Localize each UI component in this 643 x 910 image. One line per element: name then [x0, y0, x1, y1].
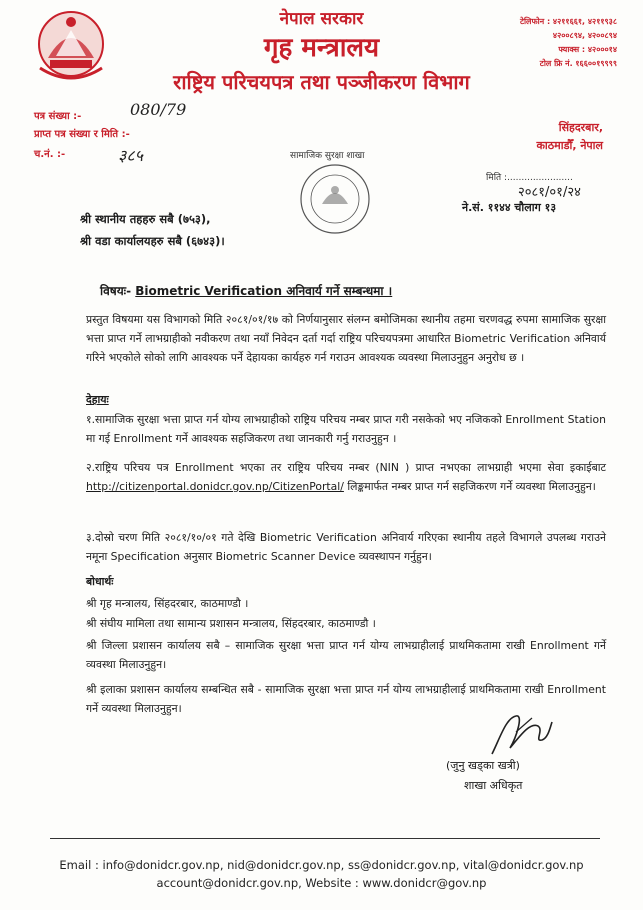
footer-emails: Email : info@donidcr.gov.np, nid@donidcr.gov.np, ss@donidcr.gov.np, vital@donidcr.gov.np	[59, 858, 584, 872]
item-2-text-a: २.राष्ट्रिय परिचय पत्र Enrollment भएका तर राष्ट्रिय परिचय नम्बर (NIN ) प्राप्त नभएका लाभग्राही भएमा सेवा इकाईबाट	[86, 461, 606, 474]
bodhartha-line-4: श्री इलाका प्रशासन कार्यालय सम्बन्धित सबै - सामाजिक सुरक्षा भत्ता प्राप्त गर्न योग्य लाभग्राहीलाई प्राथमिकतामा राखी Enrollment गर्ने व्यवस्था मिलाउनुहुन।	[86, 683, 606, 715]
bodhartha-heading: बोधार्थः	[86, 575, 114, 588]
date-label: मिति :.......................	[486, 173, 573, 183]
dehaya-heading: देहायः	[86, 393, 109, 406]
government-name: नेपाल सरकार	[279, 9, 364, 29]
item-3: ३.दोस्रो चरण मिति २०८१/१०/०१ गते देखि Biometric Verification अनिवार्य गरिएका स्थानीय तहले विभागले उपलब्ध गराउने नमूना Specification अनुसार Biometric Scanner Device व्यवस्थापन गर्नुहुन।	[86, 531, 606, 563]
signatory-name: (जुनु खड्का खत्री)	[446, 759, 520, 772]
ministry-name: गृह मन्त्रालय	[263, 33, 380, 63]
subject-label: विषयः-	[100, 284, 132, 298]
intro-paragraph: प्रस्तुत विषयमा यस विभागको मिति २०८१/०१/१७ को निर्णयानुसार संलग्न बमोजिमका स्थानीय तहमा चरणवद्ध रुपमा सामाजिक सुरक्षा भत्ता प्राप्त गर्ने लाभग्राहीको नवीकरण तथा नयाँ निवेदन दर्ता गर्दा राष्ट्रिय परिचयपत्रमा आधारित Biometric Verification अनिवार्य गरिने भएकोले सोको लागि आवश्यक पर्ने देहायका कार्यहरु गर्न गराउन आवश्यक व्यवस्था मिलाउनुहुन अनुरोध छ ।	[86, 313, 606, 364]
chalani-value: ३८५	[118, 146, 143, 165]
nepal-sambat-date: ने.सं. ११४४ चौलाग १३	[462, 201, 557, 214]
signature-icon	[486, 708, 556, 760]
department-name: राष्ट्रिय परिचयपत्र तथा पञ्जीकरण विभाग	[173, 70, 470, 94]
subject-text: Biometric Verification अनिवार्य गर्ने सम्बन्धमा ।	[135, 284, 393, 298]
contact-phone-1: टेलिफोन : ४२११६६१, ४२११९३८	[519, 17, 617, 26]
contact-phone-2: ४२००८९४, ४२००८९४	[552, 31, 617, 40]
date-value: २०८१/०१/२४	[518, 185, 581, 200]
item-2	[86, 458, 606, 496]
received-letter-label: प्राप्त पत्र संख्या र मिति :-	[34, 129, 130, 140]
patra-sankhya-value: 080/79	[130, 100, 187, 119]
contact-fax: फ्याक्स : ४२०००१४	[558, 45, 617, 54]
recipient-2: श्री वडा कार्यालयहरु सबै (६७४३)।	[80, 234, 225, 248]
signatory-title: शाखा अधिकृत	[464, 779, 523, 792]
recipient-1: श्री स्थानीय तहहरु सबै (७५३),	[80, 212, 211, 226]
address-line-1: सिंहदरबार,	[558, 121, 603, 134]
chalani-label: च.नं. :-	[34, 149, 66, 160]
citizen-portal-link[interactable]: http://citizenportal.donidcr.gov.np/CitizenPortal/	[86, 480, 344, 493]
bodhartha-line-2: श्री संघीय मामिला तथा सामान्य प्रशासन मन्त्रालय, सिंहदरबार, काठमाण्डौ ।	[86, 617, 376, 630]
contact-tollfree: टोल फ्रि नं. १६६००१९९९९	[539, 59, 617, 68]
item-1: १.सामाजिक सुरक्षा भत्ता प्राप्त गर्न योग्य लाभग्राहीको राष्ट्रिय परिचय नम्बर प्राप्त गरी नसकेको भए नजिकको Enrollment Station मा गई Enrollment गर्ने आवश्यक सहजिकरण तथा जानकारी गर्नु गराउनुहुन ।	[86, 413, 606, 445]
office-stamp-icon	[296, 160, 374, 238]
item-2-text-b: लिङ्कमार्फत नम्बर प्राप्त गर्न सहजिकरण गर्ने व्यवस्था मिलाउनुहुन।	[343, 480, 596, 493]
bodhartha-line-1: श्री गृह मन्त्रालय, सिंहदरबार, काठमाण्डौ ।	[86, 597, 249, 610]
subject-line	[100, 282, 392, 299]
patra-sankhya-label: पत्र संख्या :-	[34, 111, 82, 122]
footer-website: account@donidcr.gov.np, Website : www.donidcr@gov.np	[156, 876, 487, 890]
address-line-2: काठमाडौँ, नेपाल	[536, 139, 603, 152]
footer-divider	[50, 838, 600, 839]
section-name: सामाजिक सुरक्षा शाखा	[290, 151, 365, 161]
bodhartha-line-3: श्री जिल्ला प्रशासन कार्यालय सबै – सामाजिक सुरक्षा भत्ता प्राप्त गर्न योग्य लाभग्राहीलाई प्राथमिकतामा राखी Enrollment गर्ने व्यवस्था मिलाउनुहुन।	[86, 639, 606, 671]
